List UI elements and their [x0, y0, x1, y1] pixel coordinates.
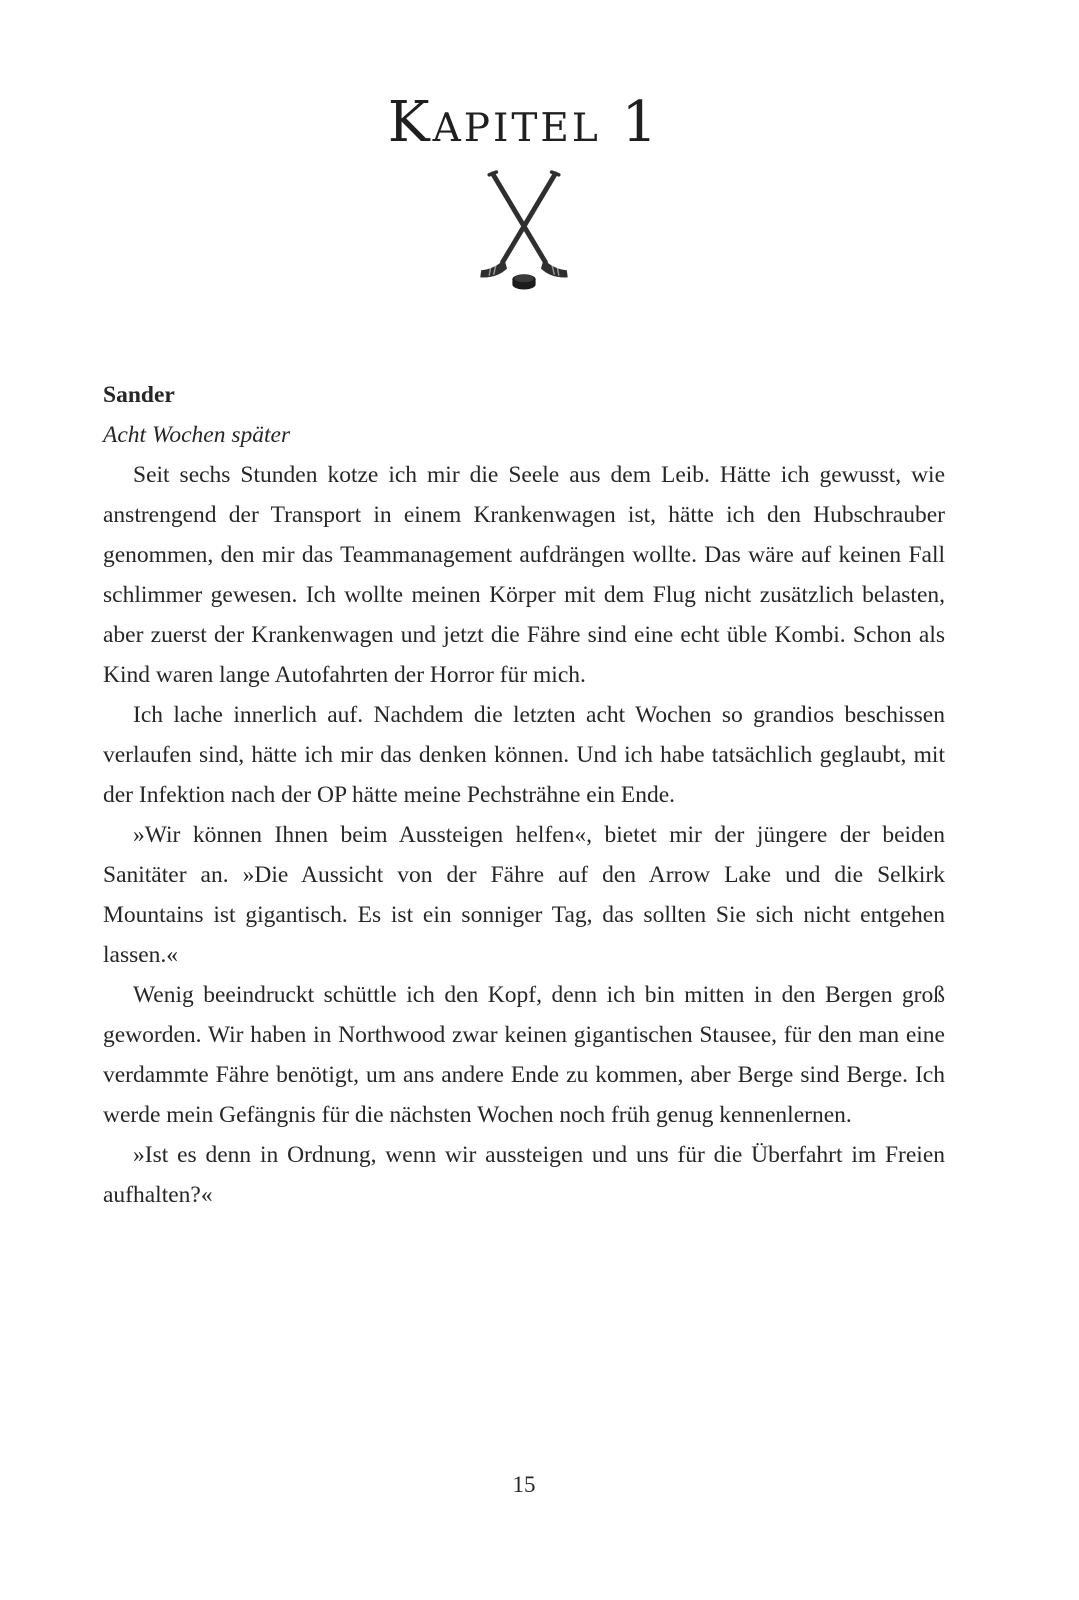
- paragraph: Wenig beeindruckt schüttle ich den Kopf, denn ich bin mitten in den Bergen groß geworden. Wir haben in Northwood zwar keinen gigantischen Stausee, für den man eine verdammte Fähre benötigt, um ans andere Ende zu kommen, aber Berge sind Berge. Ich werde mein Gefängnis für die nächsten Wochen noch früh genug kennenlernen.: [103, 981, 945, 1128]
- paragraph: »Ist es denn in Ordnung, wenn wir aussteigen und uns für die Überfahrt im Freien aufhalten?«: [103, 1141, 945, 1208]
- paragraph: Ich lache innerlich auf. Nachdem die letzten acht Wochen so grandios beschissen verlaufen sind, hätte ich mir das denken können. Und ich habe tatsächlich geglaubt, mit der Infektion nach der OP hätte meine Pechsträhne ein Ende.: [103, 701, 945, 808]
- paragraph: Seit sechs Stunden kotze ich mir die Seele aus dem Leib. Hätte ich gewusst, wie anstrengend der Transport in einem Krankenwagen ist, hätte ich den Hubschrauber genommen, den mir das Teammanagement aufdrängen wollte. Das wäre auf keinen Fall schlimmer gewesen. Ich wollte meinen Körper mit dem Flug nicht zusätzlich belasten, aber zuerst der Krankenwagen und jetzt die Fähre sind eine echt üble Kombi. Schon als Kind waren lange Autofahrten der Horror für mich.: [103, 461, 945, 688]
- chapter-body: [103, 375, 945, 1215]
- chapter-ornament: [103, 170, 945, 297]
- scene-time-note: Acht Wochen später: [103, 421, 291, 448]
- page-number: 15: [512, 1472, 536, 1497]
- crossed-hockey-sticks-icon: [466, 279, 582, 296]
- chapter-header: [103, 92, 945, 154]
- pov-character-name: Sander: [103, 381, 175, 408]
- paragraph: »Wir können Ihnen beim Aussteigen helfen«, bietet mir der jüngere der beiden Sanitäter an. »Die Aussicht von der Fähre auf den Arrow Lake und die Selkirk Mountains ist gigantisch. Es ist ein sonniger Tag, das sollten Sie sich nicht entgehen lassen.«: [103, 821, 945, 968]
- chapter-title: Kapitel 1: [387, 90, 661, 155]
